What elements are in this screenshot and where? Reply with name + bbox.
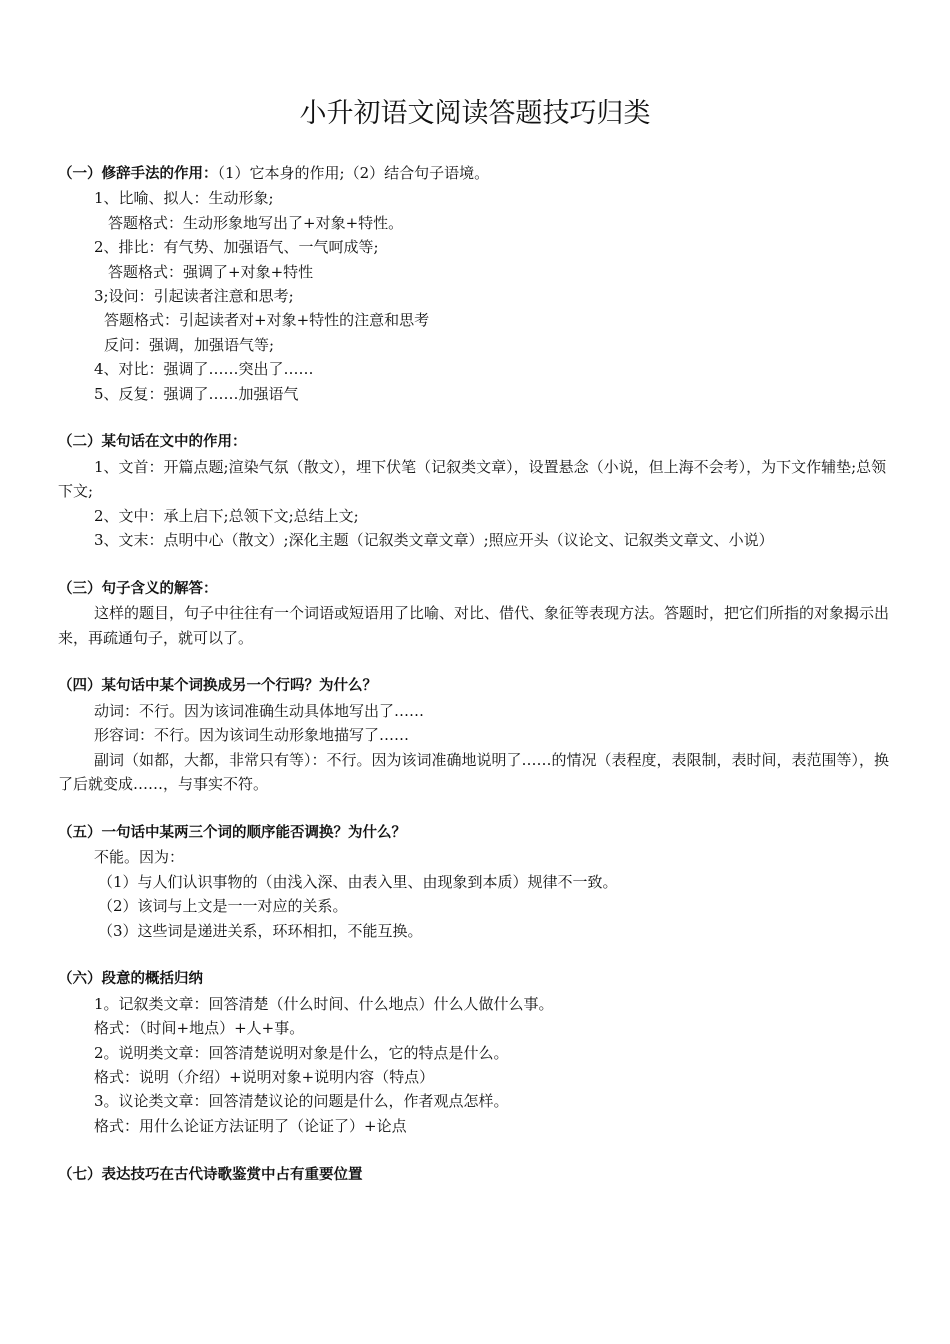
section-1-line-6: 答题格式：引起读者对+对象+特性的注意和思考: [104, 311, 430, 330]
section-1-heading: （一）修辞手法的作用：: [58, 166, 218, 182]
section-4-paragraph-3: 副词（如都，大都，非常只有等）：不行。因为该词准确地说明了……的情况（表程度，表限制，表时间，表范围等），换了后就变成……，与事实不符。: [58, 750, 890, 794]
section-1-line-7: 反问：强调，加强语气等;: [104, 335, 275, 354]
section-6-line-6: 格式：用什么论证方法证明了（论证了）+论点: [94, 1116, 407, 1135]
section-1-line-9: 5、反复：强调了……加强语气: [94, 384, 299, 403]
section-2-paragraph-1: 1、文首：开篇点题;渲染气氛（散文），埋下伏笔（记叙类文章），设置悬念（小说，但上海不会考），为下文作辅垫;总领下文;: [58, 457, 887, 501]
section-5-line-2: （1）与人们认识事物的（由浅入深、由表入里、由现象到本质）规律不一致。: [98, 872, 618, 891]
section-6-line-5: 3。议论类文章：回答清楚议论的问题是什么，作者观点怎样。: [94, 1092, 509, 1111]
section-3-paragraph-1: 这样的题目，句子中往往有一个词语或短语用了比喻、对比、借代、象征等表现方法。答题时，把它们所指的对象揭示出来，再疏通句子，就可以了。: [58, 604, 890, 647]
section-gap: [58, 797, 894, 821]
section-5-line-3: （2）该词与上文是一一对应的关系。: [98, 897, 348, 916]
section-1-line-5: 3;设问：引起读者注意和思考;: [94, 287, 294, 306]
section-6-line-4: 格式：说明（介绍）+说明对象+说明内容（特点）: [94, 1067, 435, 1086]
section-1-line-2: 答题格式：生动形象地写出了+对象+特性。: [108, 213, 404, 232]
section-gap: [58, 552, 894, 576]
section-3-heading: （三）句子含义的解答：: [58, 580, 218, 597]
section-1-line-1: 1、比喻、拟人：生动形象;: [94, 189, 274, 208]
section-gap: [58, 650, 894, 674]
section-1-line-8: 4、对比：强调了……突出了……: [94, 360, 314, 379]
section-2-heading: （二）某句话在文中的作用：: [58, 434, 247, 451]
section-gap: [58, 943, 894, 967]
section-5-heading: （五）一句话中某两三个词的顺序能否调换？为什么？: [58, 824, 406, 841]
section-2-paragraph-3: 3、文末：点明中心（散文）;深化主题（记叙类文章文章）;照应开头（议论文、记叙类文章文、小说）: [94, 531, 774, 550]
section-6-heading: （六）段意的概括归纳: [58, 971, 203, 988]
section-gap: [58, 406, 894, 430]
section-7-heading: （七）表达技巧在古代诗歌鉴赏中占有重要位置: [58, 1166, 363, 1183]
section-1-heading-rest: （1）它本身的作用;（2）结合句子语境。: [217, 164, 490, 182]
section-1-line-4: 答题格式：强调了+对象+特性: [108, 262, 314, 281]
document-body: [58, 161, 894, 1187]
section-1-line-3: 2、排比：有气势、加强语气、一气呵成等;: [94, 238, 379, 257]
section-6-line-3: 2。说明类文章：回答清楚说明对象是什么，它的特点是什么。: [94, 1043, 509, 1062]
section-4-heading: （四）某句话中某个词换成另一个行吗？为什么？: [58, 678, 377, 695]
section-1: [58, 161, 894, 186]
section-2-paragraph-2: 2、文中：承上启下;总领下文;总结上文;: [94, 506, 359, 525]
section-gap: [58, 1138, 894, 1162]
section-5-line-1: 不能。因为：: [94, 848, 185, 867]
section-6-line-1: 1。记叙类文章：回答清楚（什么时间、什么地点）什么人做什么事。: [94, 994, 554, 1013]
document-title: 小升初语文阅读答题技巧归类: [299, 98, 651, 129]
section-5-line-4: （3）这些词是递进关系，环环相扣，不能互换。: [98, 921, 423, 940]
section-4-paragraph-1: 动词：不行。因为该词准确生动具体地写出了……: [94, 701, 425, 720]
section-6-line-2: 格式：（时间+地点）+人+事。: [94, 1019, 305, 1038]
section-4-paragraph-2: 形容词：不行。因为该词生动形象地描写了……: [94, 726, 410, 745]
